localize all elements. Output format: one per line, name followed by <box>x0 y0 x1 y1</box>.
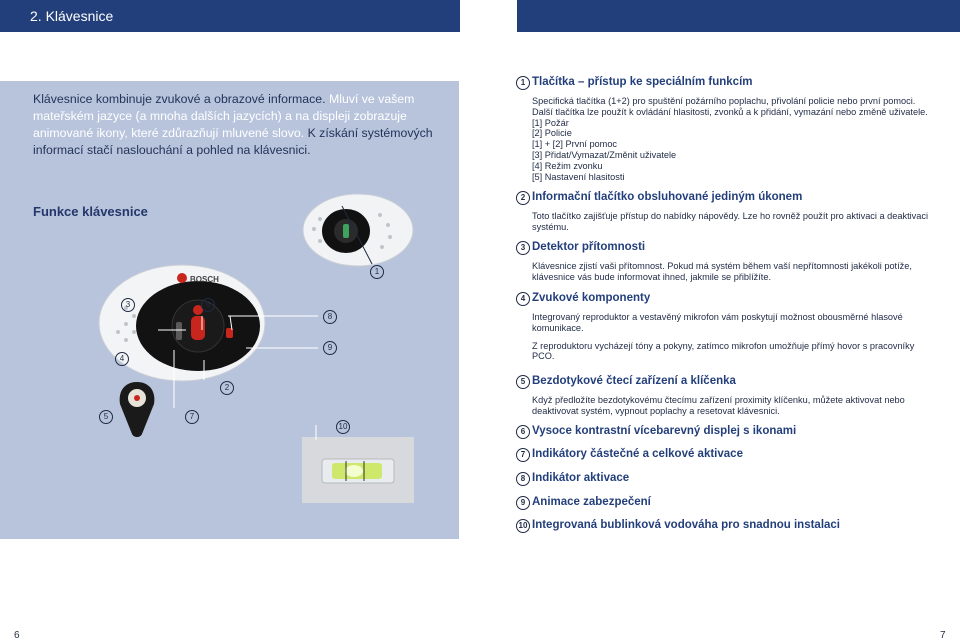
header-bar-right <box>517 0 960 32</box>
feature-body-1-line: [2] Policie <box>532 128 572 139</box>
feature-num-6: 6 <box>516 425 530 439</box>
feature-body-1-line: [4] Režim zvonku <box>532 160 603 171</box>
feature-item-2 <box>516 190 936 233</box>
feature-item-5 <box>516 374 936 417</box>
feature-body-4-line: Z reproduktoru vycházejí tóny a pokyny, zatímco mikrofon umožňuje přímý hovor s pracovníky PCO. <box>532 340 915 362</box>
feature-body-1-line: [3] Přidat/Vymazat/Změnit uživatele <box>532 149 677 160</box>
feature-num-9: 9 <box>516 496 530 510</box>
feature-body-3 <box>516 261 936 283</box>
feature-num-2: 2 <box>516 191 530 205</box>
feature-item-3 <box>516 240 936 283</box>
feature-title-8-text: Indikátor aktivace <box>532 472 630 484</box>
callout-9 <box>323 341 337 355</box>
callout-2-text: 2 <box>224 383 230 392</box>
feature-title-1-text: Tlačítka – přístup ke speciálním funkcím <box>532 76 753 88</box>
callout-1 <box>370 265 384 279</box>
callout-6-text: 6 <box>205 300 211 309</box>
feature-body-2-line: Toto tlačítko zajišťuje přístup do nabídky nápovědy. Lze ho rovněž použít pro aktivaci a deaktivaci systému. <box>532 211 929 232</box>
feature-item-8 <box>516 471 936 485</box>
callout-7-text: 7 <box>189 412 195 421</box>
feature-num-1: 1 <box>516 76 530 90</box>
feature-body-2 <box>516 211 936 233</box>
callout-1-text: 1 <box>374 267 380 276</box>
callout-3-text: 3 <box>125 300 131 309</box>
features-title: Funkce klávesnice <box>33 204 148 219</box>
feature-title-4 <box>516 291 936 305</box>
feature-title-3-text: Detektor přítomnosti <box>532 241 646 253</box>
callout-5-text: 5 <box>103 412 109 421</box>
callout-8-text: 8 <box>327 312 333 321</box>
callout-8 <box>323 310 337 324</box>
feature-title-6 <box>516 424 936 438</box>
feature-item-7 <box>516 447 936 461</box>
callout-7 <box>185 410 199 424</box>
feature-item-9 <box>516 495 936 509</box>
feature-body-1-line: Další tlačítka lze použít k ovládání hlasitosti, zvonků a k přidání, vymazání nebo změně uživatele. <box>532 106 928 117</box>
feature-body-5-line: Když předložíte bezdotykovému čtecímu zařízení proximity klíčenku, můžete aktivovat nebo deaktivovat systém, vypnout poplachy a resetovat klávesnici. <box>532 395 905 416</box>
brand-logo: BOSCH <box>190 275 219 284</box>
section-header-title: 2. Klávesnice <box>30 8 114 24</box>
callout-6 <box>201 298 215 312</box>
callout-9-text: 9 <box>327 343 333 352</box>
callout-10 <box>336 420 350 434</box>
callout-3 <box>121 298 135 312</box>
feature-title-3 <box>516 240 936 254</box>
page-number-left: 6 <box>14 630 20 641</box>
feature-num-8: 8 <box>516 472 530 486</box>
feature-num-7: 7 <box>516 448 530 462</box>
intro-part3: K získání systémových informací stačí naslouchání a pohled na klávesnici. <box>33 126 433 157</box>
callout-2 <box>220 381 234 395</box>
feature-title-2 <box>516 190 936 204</box>
feature-title-2-text: Informační tlačítko obsluhované jediným úkonem <box>532 191 803 203</box>
feature-item-4 <box>516 291 936 362</box>
feature-title-5 <box>516 374 936 388</box>
feature-body-4-line: Integrovaný reproduktor a vestavěný mikrofon vám poskytují možnost obousměrné hlasové komunikace. <box>532 312 903 333</box>
feature-title-7-text: Indikátory částečné a celkové aktivace <box>532 448 743 460</box>
feature-body-3-line: Klávesnice zjistí vaši přítomnost. Pokud má systém během vaší nepřítomnosti jakékoli potíže, klávesnice vás bude informovat ihned, jakmile se přiblížíte. <box>532 261 912 282</box>
feature-title-1 <box>516 75 936 89</box>
feature-item-1 <box>516 75 936 182</box>
page-number-right: 7 <box>940 630 946 641</box>
intro-part1: Klávesnice kombinuje zvukové a obrazové informace. <box>33 92 326 106</box>
callout-10-text: 10 <box>338 422 348 431</box>
feature-body-4 <box>516 312 936 362</box>
feature-body-1-line: [1] + [2] První pomoc <box>532 139 618 150</box>
feature-num-5: 5 <box>516 375 530 389</box>
feature-num-3: 3 <box>516 241 530 255</box>
feature-title-10 <box>516 518 936 532</box>
feature-title-4-text: Zvukové komponenty <box>532 292 651 304</box>
feature-title-7 <box>516 447 936 461</box>
feature-item-6 <box>516 424 936 438</box>
feature-body-1 <box>516 96 936 182</box>
feature-body-1-line: Specifická tlačítka (1+2) pro spuštění požárního poplachu, přivolání policie nebo první pomoci. <box>532 96 916 106</box>
feature-num-4: 4 <box>516 292 530 306</box>
intro-part2: Mluví ve vašem mateřském jazyce (a mnoha dalších jazycích) a na displeji zobrazuje animované ikony, které zdůrazňují mluvené slovo. <box>33 92 415 140</box>
feature-title-6-text: Vysoce kontrastní vícebarevný displej s ikonami <box>532 425 797 437</box>
feature-title-8 <box>516 471 936 485</box>
callout-5 <box>99 410 113 424</box>
feature-body-1-line: [1] Požár <box>532 117 569 128</box>
feature-title-9 <box>516 495 936 509</box>
feature-num-10: 10 <box>516 519 530 533</box>
callout-4-text: 4 <box>119 354 125 363</box>
feature-title-10-text: Integrovaná bublinková vodováha pro snadnou instalaci <box>532 519 841 531</box>
feature-body-5 <box>516 395 936 417</box>
callout-lines <box>0 0 460 540</box>
feature-item-10 <box>516 518 936 532</box>
feature-body-1-line: [5] Nastavení hlasitosti <box>532 171 625 182</box>
feature-title-5-text: Bezdotykové čtecí zařízení a klíčenka <box>532 375 736 387</box>
callout-4 <box>115 352 129 366</box>
feature-title-9-text: Animace zabezpečení <box>532 496 651 508</box>
